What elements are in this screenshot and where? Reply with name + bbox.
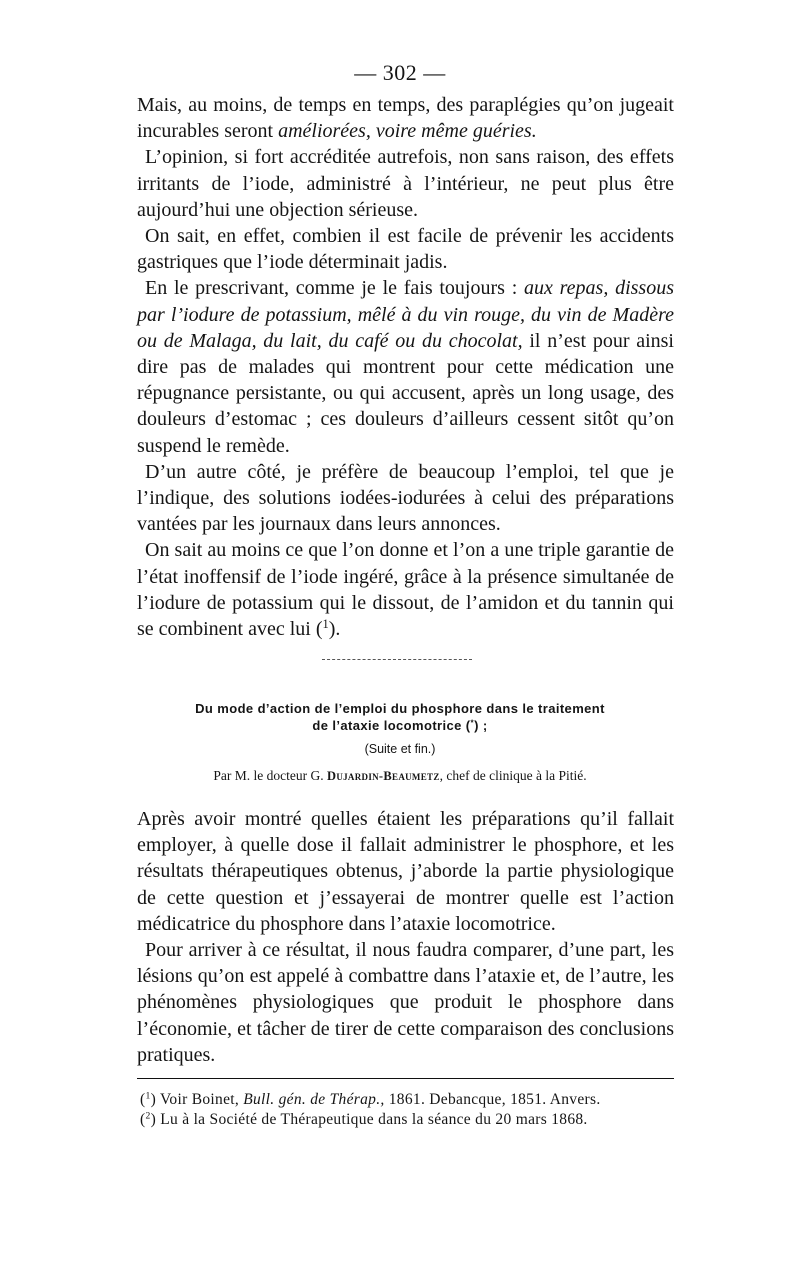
heading-line [120, 717, 680, 734]
text: En le prescrivant, comme je le fais toujours : [145, 277, 524, 300]
footnote-mark: 1 [145, 1090, 151, 1102]
text: de l’ataxie locomotrice ( [312, 718, 471, 733]
iodine-section [137, 92, 674, 642]
paragraph [137, 275, 674, 458]
footnotes [140, 1090, 680, 1130]
section-divider [322, 659, 472, 660]
italic-text: améliorées, voire même guéries. [278, 120, 537, 143]
text: Par M. le docteur G. [213, 768, 327, 783]
author-byline [0, 768, 800, 784]
italic-text: aux repas, dissous par l’iodure de potassium, mêlé à du vin rouge, du vin de Madère ou de Malaga, du lait, du café ou du chocolat, [137, 277, 674, 352]
heading-line: Du mode d’action de l’emploi du phosphore dans le traitement [195, 701, 605, 716]
paragraph: Pour arriver à ce résultat, il nous faudra comparer, d’une part, les lésions qu’on est appelé à combattre dans l’ataxie et, de l’autre, les phénomènes physiologiques que produit le phosphore dans l’économie, et tâcher de tirer de cette comparaison des conclusions pratiques. [137, 939, 674, 1066]
text: il n’est pour ainsi dire pas de malades qui montrent pour cette médication une répugnance persistante, ou qui accusent, après un long usage, des douleurs d’estomac ; ces douleurs d’ailleurs cessent sitôt qu’on suspend le remède. [137, 329, 674, 457]
text: Voir Boinet, [156, 1091, 244, 1108]
paragraph: Après avoir montré quelles étaient les préparations qu’il fallait employer, à quelle dose il fallait administrer le phosphore, et les résultats thérapeutiques obtenus, j’aborde la partie physiologique de cette question et j’essayerai de montrer quelle est l’action médicatrice du phosphore dans l’ataxie locomotrice. [137, 808, 674, 935]
footnote-ref: * [470, 718, 475, 728]
phosphorus-section [137, 806, 674, 1068]
italic-text: Bull. gén. de Thérap., [243, 1091, 385, 1108]
footnote-ref: 1 [322, 617, 329, 632]
text: ) ; [474, 718, 488, 733]
article-heading [120, 700, 680, 734]
paragraph: On sait, en effet, combien il est facile de prévenir les accidents gastriques que l’iode déterminait jadis. [137, 225, 674, 274]
footnote: ($^1$) Voir Boinet, Bull. gén. de Thérap., 1861. Debancque, 1851. Anvers. [140, 1090, 601, 1108]
footnote-divider [137, 1078, 674, 1079]
text: , chef de clinique à la Pitié. [439, 768, 587, 783]
footnote-mark: 2 [145, 1110, 151, 1122]
paragraph [137, 537, 674, 642]
text: On sait au moins ce que l’on donne et l’on a une triple garantie de l’état inoffensif de l’iode ingéré, grâce à la présence simultanée de l’iodure de potassium qui le dissout, de l’amidon et du tannin qui se combinent avec lui ( [137, 539, 674, 641]
paragraph: D’un autre côté, je préfère de beaucoup l’emploi, tel que je l’indique, des solutions iodées-iodurées à celui des préparations vantées par les journaux dans leurs annonces. [137, 460, 674, 536]
article-subtitle: (Suite et fin.) [364, 742, 436, 756]
text: Lu à la Société de Thérapeutique dans la séance du 20 mars 1868. [156, 1111, 588, 1128]
paragraph: L’opinion, si fort accréditée autrefois, non sans raison, des effets irritants de l’iode, administré à l’intérieur, ne peut plus être aujourd’hui une objection sérieuse. [137, 146, 674, 221]
paragraph [137, 92, 674, 144]
text: ). [328, 618, 341, 641]
text: 1861. Debancque, 1851. Anvers. [384, 1091, 601, 1108]
page-number: — 302 — [354, 60, 446, 85]
footnote: ($^2$) Lu à la Société de Thérapeutique dans la séance du 20 mars 1868. [140, 1110, 588, 1128]
text: Mais, au moins, de temps en temps, des paraplégies qu’on jugeait incurables seront [137, 94, 674, 143]
author-name: Dujardin-Beaumetz [327, 769, 440, 783]
